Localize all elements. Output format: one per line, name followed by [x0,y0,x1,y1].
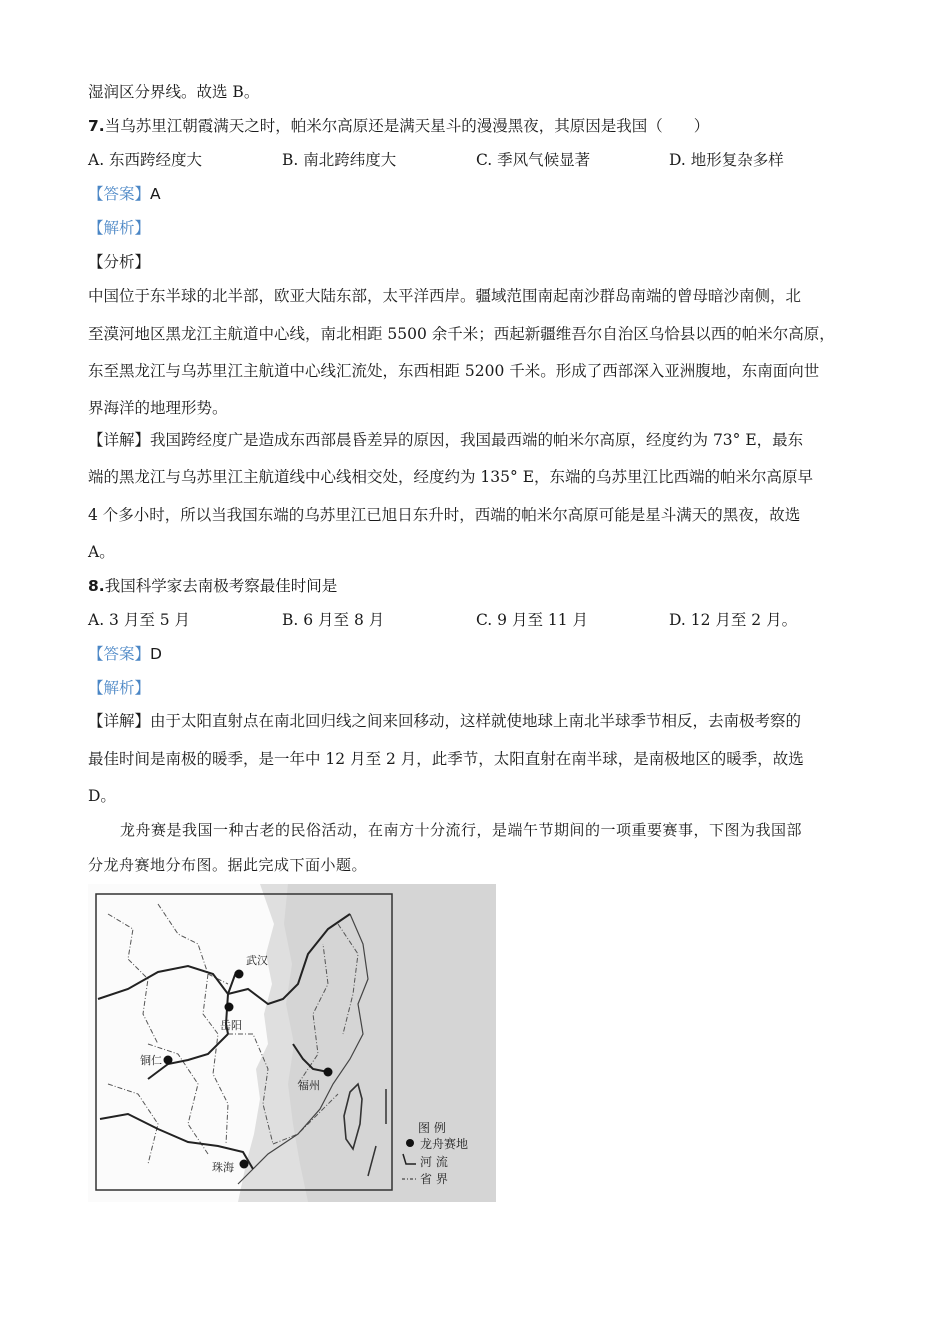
race-site-dot [235,970,244,979]
city-label: 珠海 [212,1161,234,1174]
q7-fenxi-tag: 【分析】 [88,253,151,271]
q8-detail-text: 由于太阳直射点在南北回归线之间来回移动，这样就使地球上南北半球季节相反，去南极考察的 [150,712,802,730]
q7-detail-line: 4 个多小时，所以当我国东端的乌苏里江已旭日东升时，西端的帕米尔高原可能是星斗满天的黑夜，故选 [88,506,801,524]
legend-item: 河 流 [420,1155,448,1169]
dragon-boat-map [88,884,496,1202]
city-label: 福州 [298,1079,320,1092]
q7-detail-line [88,430,803,450]
q7-analysis-tag: 【解析】 [88,219,151,237]
q8-detail-line [88,711,801,731]
q7-detail-line: A。 [88,543,115,561]
q7-option-a: A. 东西跨经度大 [88,151,203,169]
q7-detail-tag: 【详解】 [88,431,151,449]
q7-detail-text: 我国跨经度广是造成东西部晨昏差异的原因，我国最西端的帕米尔高原，经度约为 73° E，最东 [150,431,804,449]
passage-line: 分龙舟赛地分布图。据此完成下面小题。 [88,856,368,874]
q7-number: 7. [88,117,105,135]
q8-stem-line [88,576,337,596]
city-label: 武汉 [246,954,268,967]
q7-option-b: B. 南北跨纬度大 [282,151,397,169]
q7-option-d: D. 地形复杂多样 [669,151,784,169]
legend-item: 龙舟赛地 [420,1137,469,1151]
q8-detail-tag: 【详解】 [88,712,151,730]
q8-detail-line: D。 [88,787,116,805]
q7-fenxi-line: 中国位于东半球的北半部，欧亚大陆东部，太平洋西岸。疆域范围南起南沙群岛南端的曾母暗沙南侧，北 [88,287,802,305]
q8-number: 8. [88,577,105,595]
q8-answer: D [150,645,162,663]
race-site-dot [240,1160,249,1169]
q8-detail-line: 最佳时间是南极的暖季，是一年中 12 月至 2 月，此季节，太阳直射在南半球，是南极地区的暖季，故选 [88,750,804,768]
q8-option-a: A. 3 月至 5 月 [88,611,191,629]
city-label: 岳阳 [220,1019,242,1032]
q7-answer-tag: 【答案】 [88,185,151,203]
q7-option-c: C. 季风气候显著 [476,151,591,169]
q7-fenxi-line: 界海洋的地理形势。 [88,399,228,417]
q7-fenxi-line: 至漠河地区黑龙江主航道中心线，南北相距 5500 余千米；西起新疆维吾尔自治区乌恰县以西的帕米尔高原， [88,325,835,343]
intro-tail: 湿润区分界线。故选 B。 [88,83,260,101]
q8-answer-line [88,644,162,664]
legend-item: 省 界 [420,1172,448,1186]
q8-answer-tag: 【答案】 [88,645,151,663]
map-shaded-region [284,884,496,1202]
q7-stem: 当乌苏里江朝霞满天之时，帕米尔高原还是满天星斗的漫漫黑夜，其原因是我国（ ） [104,117,710,135]
q7-answer: A [150,185,161,203]
legend-title: 图 例 [418,1121,446,1135]
race-site-dot [225,1003,234,1012]
q7-stem-line [88,116,709,136]
city-label: 铜仁 [140,1054,162,1067]
q7-answer-line [88,184,161,204]
race-site-dot [164,1056,173,1065]
legend-dot-icon [406,1139,414,1147]
q7-fenxi-line: 东至黑龙江与乌苏里江主航道中心线汇流处，东西相距 5200 千米。形成了西部深入亚洲腹地，东南面向世 [88,362,820,380]
q8-option-d: D. 12 月至 2 月。 [669,611,798,629]
race-site-dot [324,1068,333,1077]
q8-stem: 我国科学家去南极考察最佳时间是 [104,577,338,595]
q8-option-b: B. 6 月至 8 月 [282,611,385,629]
q8-option-c: C. 9 月至 11 月 [476,611,589,629]
passage-line: 龙舟赛是我国一种古老的民俗活动，在南方十分流行，是端午节期间的一项重要赛事，下图为我国部 [120,821,803,839]
q7-detail-line: 端的黑龙江与乌苏里江主航道线中心线相交处，经度约为 135° E，东端的乌苏里江比西端的帕米尔高原早 [88,468,814,486]
q8-analysis-tag: 【解析】 [88,679,151,697]
